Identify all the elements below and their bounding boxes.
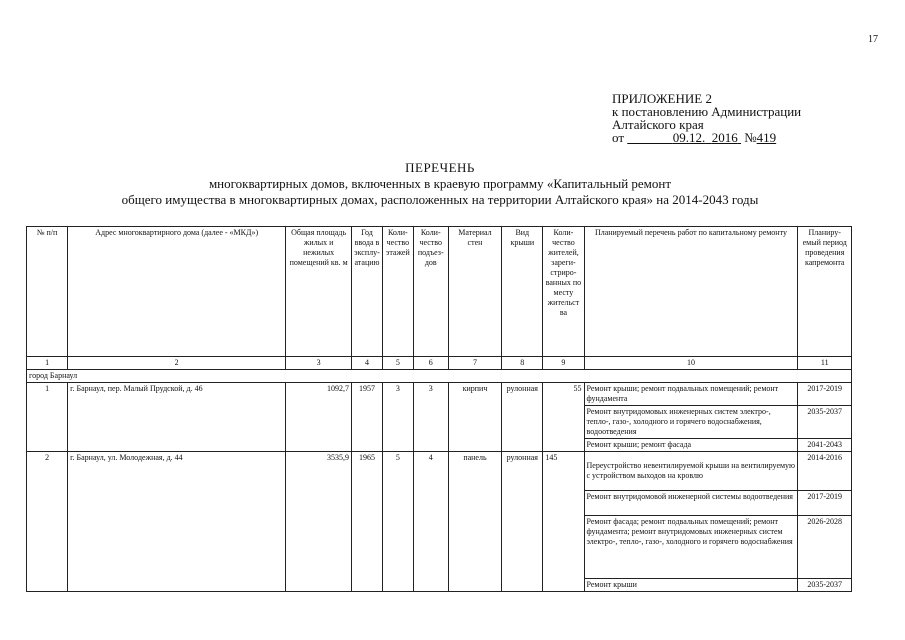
house-entrances: 3 — [413, 383, 448, 452]
appendix-date-line — [612, 131, 801, 144]
column-number: 11 — [798, 357, 852, 370]
header-cell: Материал стен — [448, 227, 501, 357]
header-cell: Коли-чество жителей, зареги-стриро-ванных по месту жительст ва — [543, 227, 584, 357]
document-title: ПЕРЕЧЕНЬ — [405, 160, 475, 175]
table-header-row — [27, 227, 852, 357]
house-residents: 145 — [543, 452, 584, 592]
header-cell: Общая площадь жилых и нежилых помещений кв. м — [286, 227, 352, 357]
city-row — [27, 370, 852, 383]
header-cell: Адрес многоквартирного дома (далее - «МКД») — [68, 227, 286, 357]
appendix-block — [612, 92, 801, 144]
appendix-number-label: № — [744, 130, 757, 145]
column-number: 1 — [27, 357, 68, 370]
header-cell: Планиру-емый период проведения капремонта — [798, 227, 852, 357]
header-cell: Вид крыши — [502, 227, 543, 357]
column-number: 3 — [286, 357, 352, 370]
appendix-date-value: 09.12. — [672, 130, 706, 145]
table-row — [27, 383, 852, 406]
appendix-from-label: от — [612, 130, 625, 145]
appendix-year: 2016 — [711, 130, 738, 145]
house-year: 1957 — [352, 383, 383, 452]
house-area: 3535,9 — [286, 452, 352, 592]
appendix-number: 419 — [756, 130, 777, 145]
house-year: 1965 — [352, 452, 383, 592]
work-description: Переустройство невентилируемой крыши на вентилируемую с устройством выходов на кровлю — [584, 452, 798, 491]
document-subtitle-2: общего имущества в многоквартирных домах, расположенных на территории Алтайского края» на 2014-2043 годы — [121, 192, 759, 207]
header-cell: № п/п — [27, 227, 68, 357]
column-number: 6 — [413, 357, 448, 370]
column-number: 5 — [382, 357, 413, 370]
house-floors: 5 — [382, 452, 413, 592]
work-description: Ремонт фасада; ремонт подвальных помещений; ремонт фундамента; ремонт внутридомовых инженерных систем электро-, тепло-, газо-, холодного и горячего водоснабжения — [584, 516, 798, 579]
column-number-row — [27, 357, 852, 370]
work-description: Ремонт крыши; ремонт фасада — [584, 439, 798, 452]
houses-table — [26, 226, 852, 592]
work-description: Ремонт внутридомовых инженерных систем электро-, тепло-, газо-, холодного и горячего водоснабжения, водоотведения — [584, 406, 798, 439]
work-description: Ремонт внутридомовой инженерной системы водоотведения — [584, 491, 798, 516]
house-floors: 3 — [382, 383, 413, 452]
house-residents: 55 — [543, 383, 584, 452]
header-cell: Год ввода в эксплу-атацию — [352, 227, 383, 357]
house-area: 1092,7 — [286, 383, 352, 452]
house-walls: панель — [448, 452, 501, 592]
work-period: 2035-2037 — [798, 406, 852, 439]
appendix-date — [627, 130, 741, 145]
column-number: 10 — [584, 357, 798, 370]
city-name: город Барнаул — [27, 370, 852, 383]
work-description: Ремонт крыши; ремонт подвальных помещений; ремонт фундамента — [584, 383, 798, 406]
house-roof: рулонная — [502, 452, 543, 592]
appendix-line-3: Алтайского края — [612, 117, 704, 132]
document-subtitle-1: многоквартирных домов, включенных в краевую программу «Капитальный ремонт — [208, 176, 672, 191]
work-period: 2014-2016 — [798, 452, 852, 491]
work-period: 2017-2019 — [798, 383, 852, 406]
table-row — [27, 452, 852, 491]
house-address: г. Барнаул, пер. Малый Прудской, д. 46 — [68, 383, 286, 452]
header-cell: Коли-чество подъез-дов — [413, 227, 448, 357]
appendix-line-2: к постановлению Администрации — [612, 104, 802, 119]
row-number: 1 — [27, 383, 68, 452]
header-cell: Коли-чество этажей — [382, 227, 413, 357]
work-period: 2017-2019 — [798, 491, 852, 516]
column-number: 2 — [68, 357, 286, 370]
row-number: 2 — [27, 452, 68, 592]
work-period: 2026-2028 — [798, 516, 852, 579]
work-description: Ремонт крыши — [584, 579, 798, 592]
document-heading — [0, 160, 880, 208]
column-number: 4 — [352, 357, 383, 370]
work-period: 2035-2037 — [798, 579, 852, 592]
work-period: 2041-2043 — [798, 439, 852, 452]
page-number: 17 — [868, 34, 878, 45]
house-address: г. Барнаул, ул. Молодежная, д. 44 — [68, 452, 286, 592]
appendix-title: ПРИЛОЖЕНИЕ 2 — [612, 91, 712, 106]
column-number: 9 — [543, 357, 584, 370]
header-cell: Планируемый перечень работ по капитальному ремонту — [584, 227, 798, 357]
house-entrances: 4 — [413, 452, 448, 592]
house-walls: кирпич — [448, 383, 501, 452]
column-number: 8 — [502, 357, 543, 370]
column-number: 7 — [448, 357, 501, 370]
house-roof: рулонная — [502, 383, 543, 452]
